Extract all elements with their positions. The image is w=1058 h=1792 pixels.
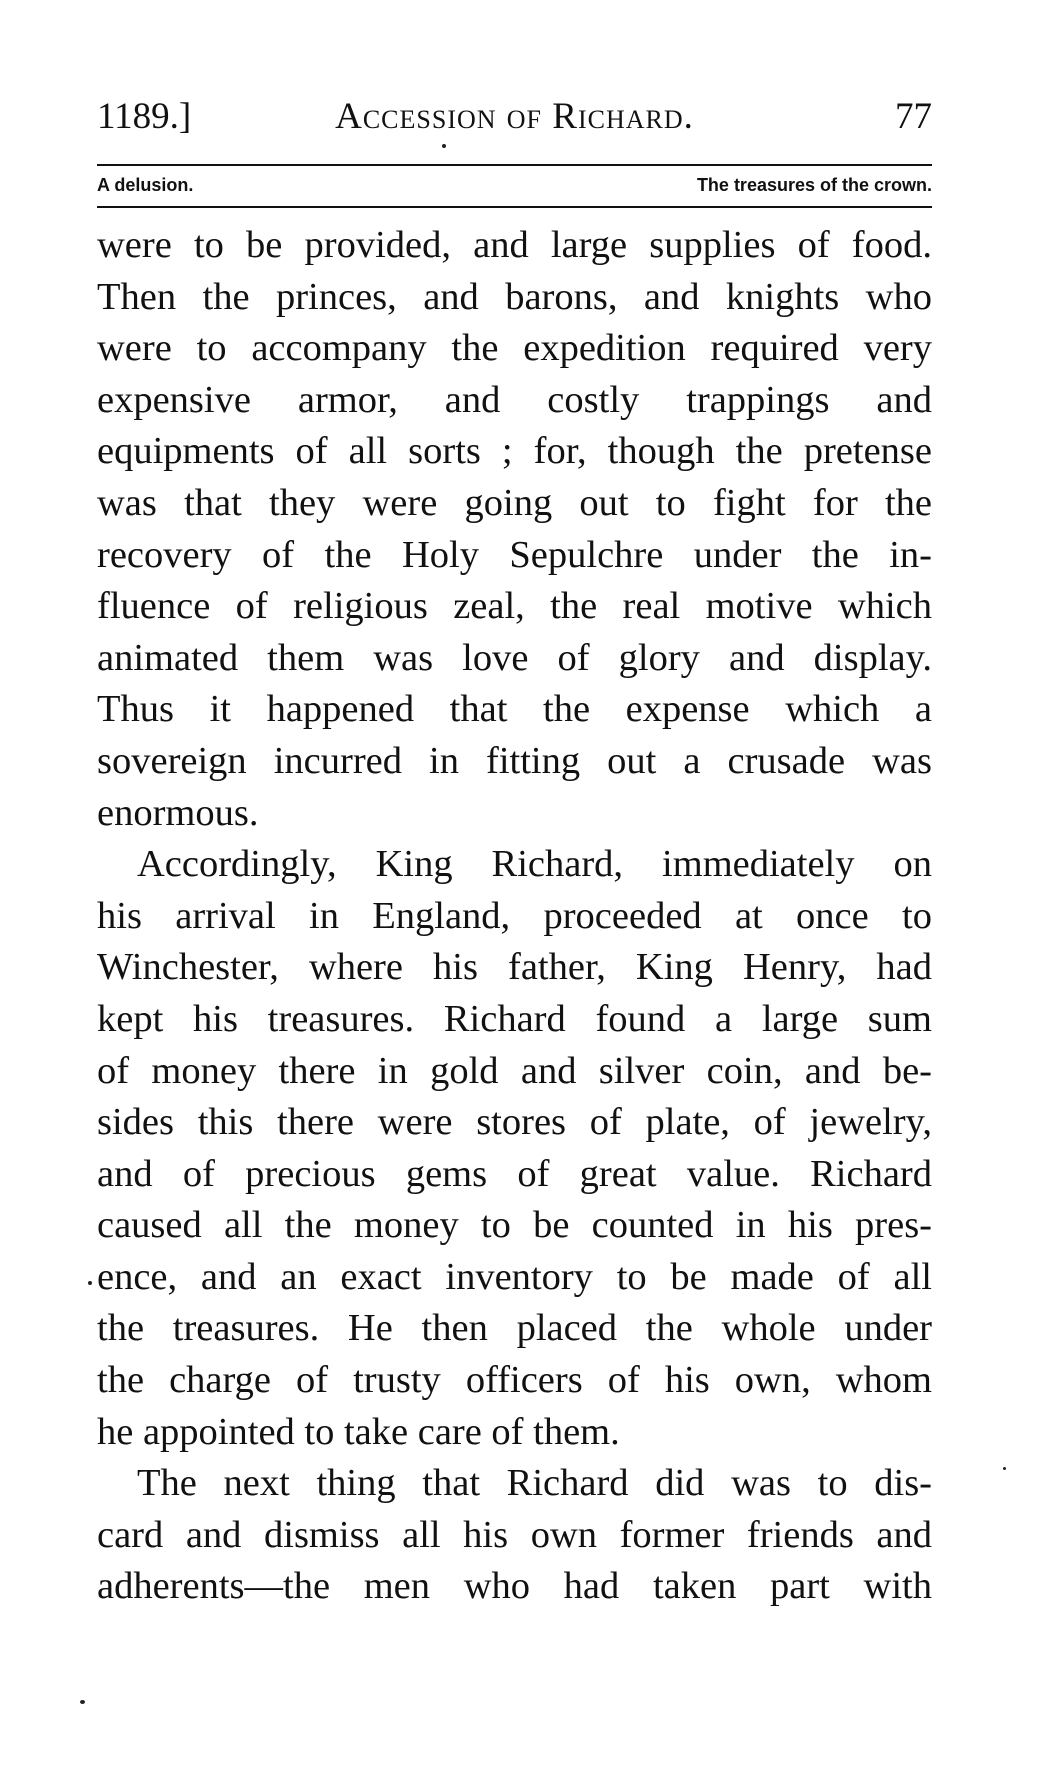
text-line: ence, and an exact inventory to be made of all (97, 1255, 932, 1298)
text-line: and of precious gems of great value. Richard (97, 1152, 932, 1195)
text-line: caused all the money to be counted in his pres- (97, 1204, 932, 1247)
text-line: were to accompany the expedition required very (97, 327, 932, 370)
running-head-title: Accession of Richard. (335, 96, 694, 137)
text-line: expensive armor, and costly trappings and (97, 378, 932, 421)
text-line: card and dismiss all his own former friends and (97, 1513, 932, 1556)
text-line: animated them was love of glory and display. (97, 636, 932, 679)
running-head-year: 1189.] (97, 96, 192, 137)
text-line: Thus it happened that the expense which a (97, 688, 932, 731)
text-line: Then the princes, and barons, and knights who (97, 275, 932, 318)
text-line: sides this there were stores of plate, of jewelry, (97, 1101, 932, 1144)
page-number: 77 (895, 96, 932, 137)
text-line: the treasures. He then placed the whole under (97, 1307, 932, 1350)
ink-speck (88, 1281, 92, 1285)
text-line: the charge of trusty officers of his own, whom (97, 1359, 932, 1402)
text-line: kept his treasures. Richard found a large sum (97, 997, 932, 1040)
shoulder-note-right: The treasures of the crown. (696, 175, 932, 195)
text-line: of money there in gold and silver coin, and be- (97, 1049, 932, 1092)
text-line: he appointed to take care of them. (97, 1410, 620, 1453)
text-line: recovery of the Holy Sepulchre under the in- (97, 533, 932, 576)
text-line: were to be provided, and large supplies of food. (97, 224, 932, 266)
text-line: fluence of religious zeal, the real motive which (97, 585, 932, 628)
header-rule-bottom (97, 206, 932, 208)
text-line: Accordingly, King Richard, immediately on (137, 843, 932, 886)
running-head (97, 92, 932, 142)
ink-speck (80, 1700, 85, 1704)
text-line: The next thing that Richard did was to dis- (137, 1462, 932, 1505)
shoulder-notes (97, 170, 932, 200)
body-text (97, 220, 932, 1613)
text-line: enormous. (97, 791, 259, 834)
ink-speck (442, 144, 446, 148)
text-line: was that they were going out to fight for the (97, 481, 932, 524)
text-line: sovereign incurred in fitting out a crusade was (97, 739, 932, 782)
text-line: Winchester, where his father, King Henry, had (97, 946, 932, 989)
header-rule-top (97, 164, 932, 166)
text-line: his arrival in England, proceeded at once to (97, 894, 932, 937)
text-line: adherents—the men who had taken part with (97, 1565, 932, 1608)
shoulder-note-left: A delusion. (97, 175, 194, 195)
ink-speck (1003, 1467, 1006, 1470)
text-line: equipments of all sorts ; for, though the pretense (97, 430, 932, 473)
